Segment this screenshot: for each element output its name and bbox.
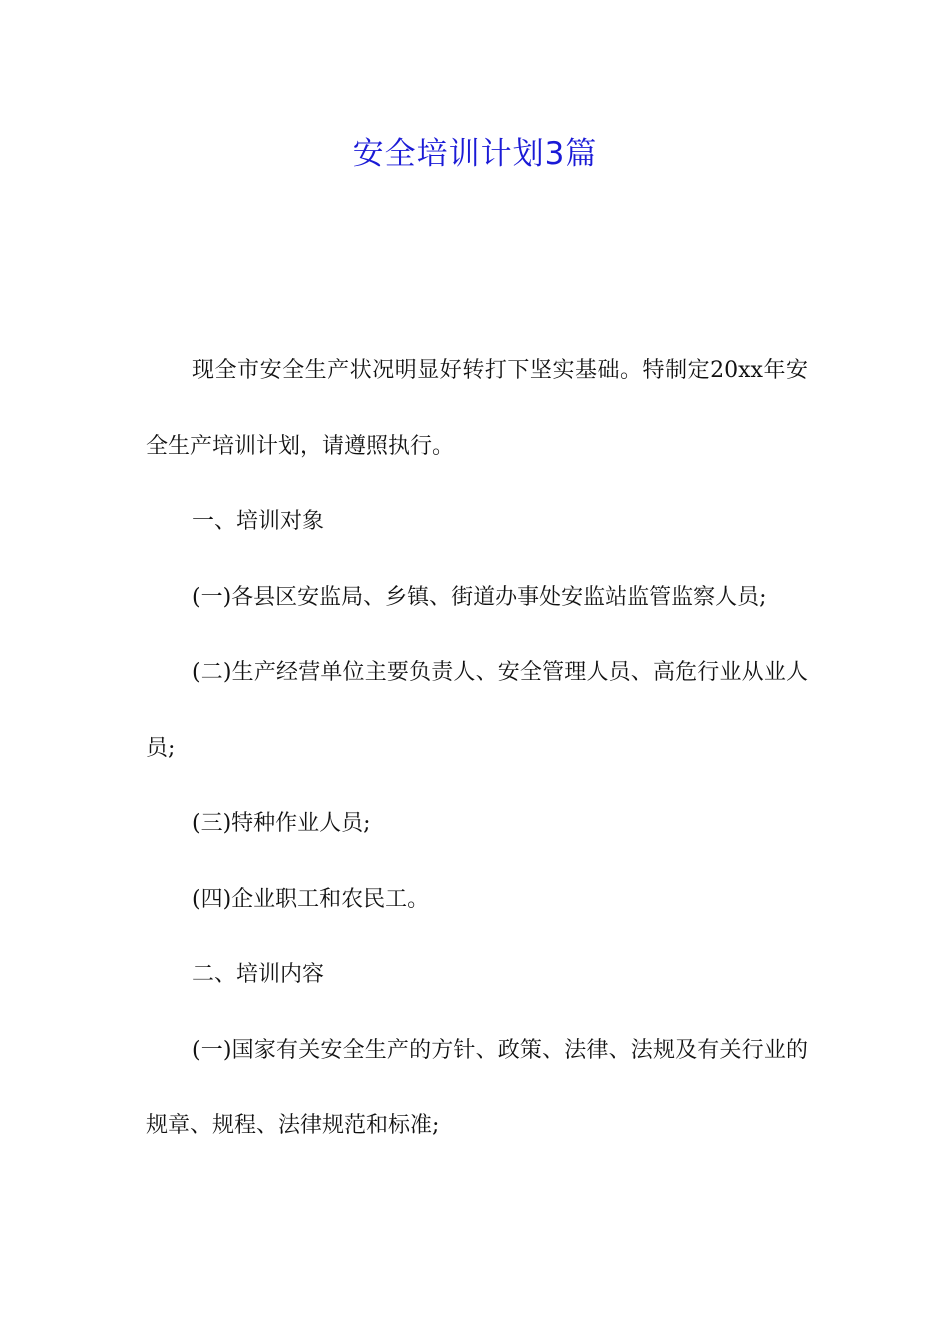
list-item-target-1: (一)各县区安监局、乡镇、街道办事处安监站监管监察人员; (192, 584, 767, 610)
section-heading-training-content: 二、培训内容 (192, 962, 325, 987)
document-body (146, 333, 808, 1164)
document-title: 安全培训计划3篇 (352, 136, 598, 172)
paragraph-intro: 现全市安全生产状况明显好转打下坚实基础。特制定20xx年安全生产培训计划，请遵照执行。 (146, 358, 808, 459)
list-item-content-1: (一)国家有关安全生产的方针、政策、法律、法规及有关行业的规章、规程、法律规范和标准; (146, 1037, 808, 1138)
list-item-target-3: (三)特种作业人员; (192, 811, 371, 836)
list-item-target-4: (四)企业职工和农民工。 (192, 886, 430, 912)
section-heading-training-targets: 一、培训对象 (192, 509, 325, 534)
list-item-target-2: (二)生产经营单位主要负责人、安全管理人员、高危行业从业人员; (146, 660, 808, 761)
